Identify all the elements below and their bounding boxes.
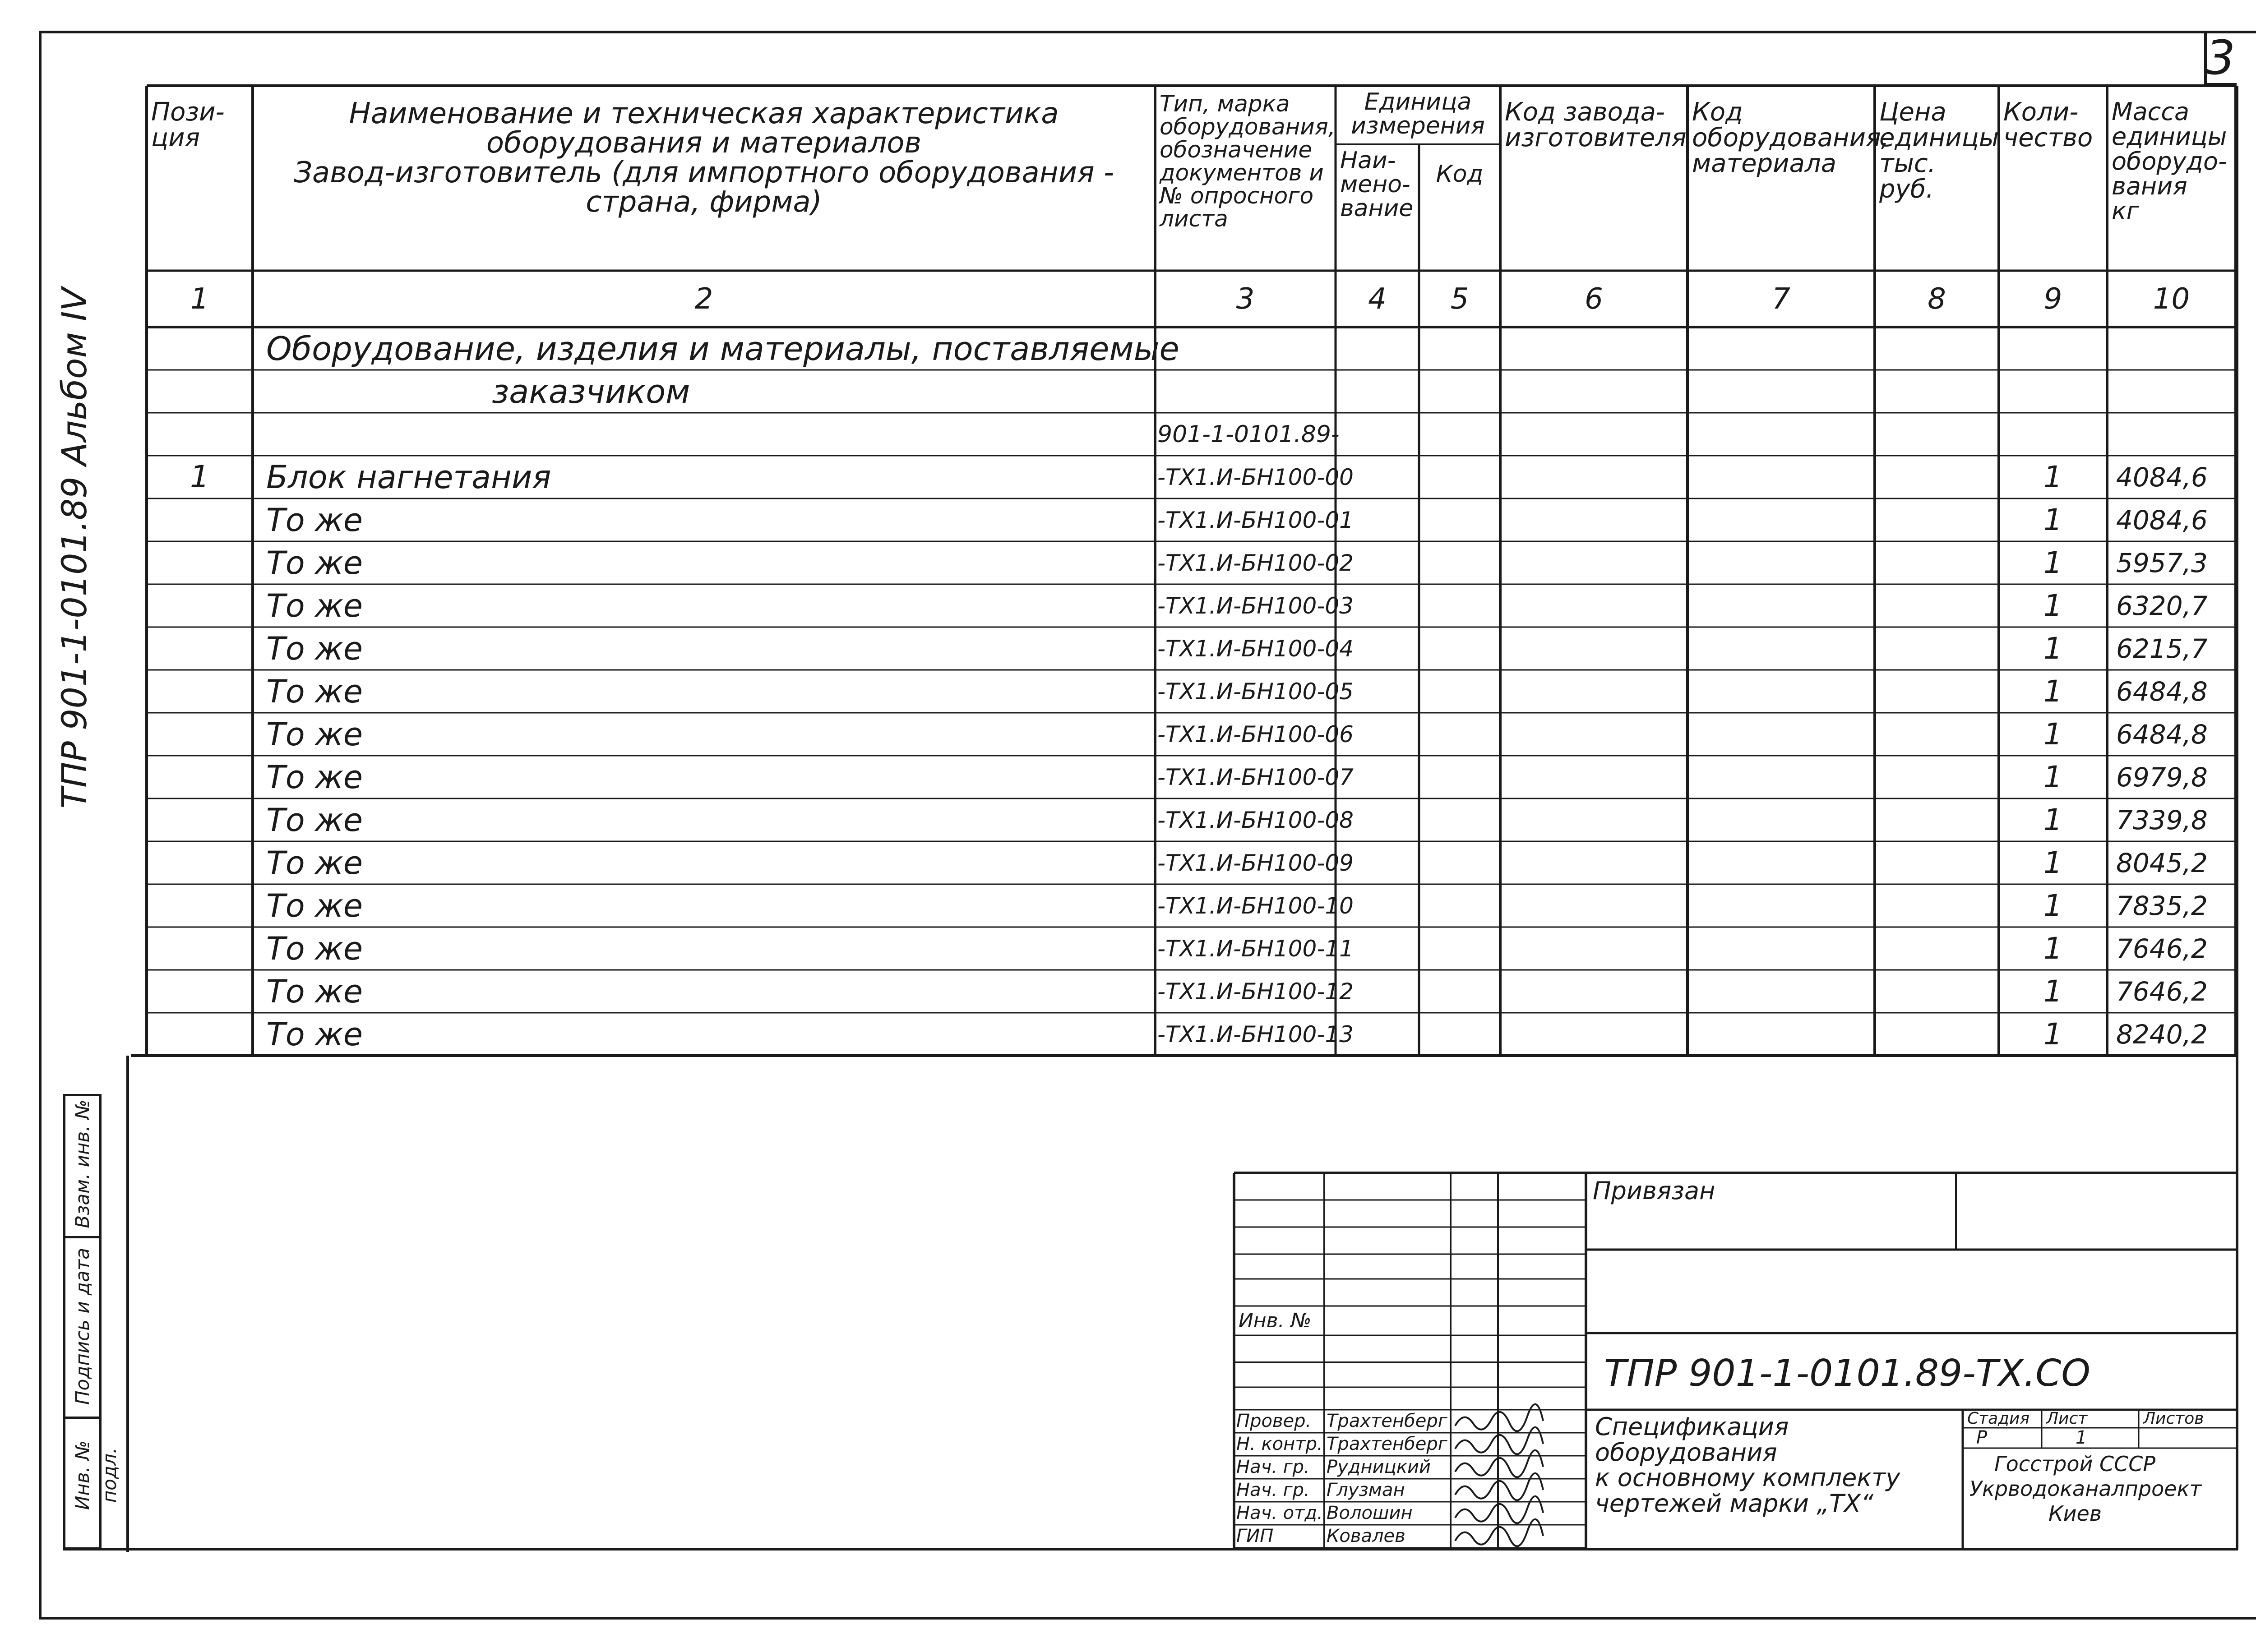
row-mass: 6320,7 xyxy=(2116,590,2208,621)
header-number-col-8: 8 xyxy=(1928,282,1946,316)
row-type: -ТХ1.И-БН100-08 xyxy=(1157,807,1354,833)
header-unit-group-title: Единица измерения xyxy=(1351,88,1485,140)
row-quantity: 1 xyxy=(2043,674,2062,709)
signer-name: Трахтенберг xyxy=(1327,1434,1447,1454)
sheet-value: 1 xyxy=(2076,1427,2087,1448)
header-title-col-1: Пози- ция xyxy=(151,97,225,153)
row-type: -ТХ1.И-БН100-10 xyxy=(1157,892,1354,919)
side-stamp-label-sign: Подпись и дата xyxy=(71,1248,93,1405)
row-name: То же xyxy=(266,501,363,539)
row-quantity: 1 xyxy=(2043,760,2062,794)
header-number-col-4: 4 xyxy=(1368,282,1387,316)
header-number-col-9: 9 xyxy=(2043,282,2062,316)
header-title-col-4: Наи- мено- вание xyxy=(1340,147,1414,222)
row-mass: 7835,2 xyxy=(2116,890,2208,921)
header-title-col-5: Код xyxy=(1436,161,1484,188)
row-quantity: 1 xyxy=(2043,503,2062,537)
signer-role: Нач. гр. xyxy=(1236,1480,1310,1500)
section-title-line2: заказчиком xyxy=(492,372,690,411)
row-type: -ТХ1.И-БН100-06 xyxy=(1157,721,1354,748)
row-mass: 5957,3 xyxy=(2116,547,2208,578)
sheets-label: Листов xyxy=(2143,1409,2204,1428)
signer-role: Нач. гр. xyxy=(1236,1457,1310,1477)
header-number-col-2: 2 xyxy=(694,282,713,316)
organization-line1: Госстрой СССР xyxy=(1994,1452,2156,1476)
row-mass: 6979,8 xyxy=(2116,761,2208,793)
row-quantity: 1 xyxy=(2043,974,2062,1009)
header-title-col-9: Коли- чество xyxy=(2003,97,2093,153)
stage-value: Р xyxy=(1976,1427,1988,1448)
header-number-col-10: 10 xyxy=(2153,282,2190,316)
row-quantity: 1 xyxy=(2043,545,2062,580)
row-type: -ТХ1.И-БН100-11 xyxy=(1157,935,1354,962)
signer-name: Ковалев xyxy=(1327,1526,1405,1546)
row-quantity: 1 xyxy=(2043,588,2062,623)
row-type: -ТХ1.И-БН100-01 xyxy=(1157,507,1354,533)
sheet-label: Лист xyxy=(2046,1409,2088,1428)
row-quantity: 1 xyxy=(2043,460,2062,494)
row-name: То же xyxy=(266,587,363,624)
signature-mark xyxy=(1455,1473,1543,1500)
row-type: -ТХ1.И-БН100-12 xyxy=(1157,978,1354,1005)
header-number-col-6: 6 xyxy=(1585,282,1603,316)
signer-name: Рудницкий xyxy=(1327,1457,1431,1477)
row-name: То же xyxy=(266,544,363,581)
row-name: То же xyxy=(266,673,363,710)
document-code: ТПР 901-1-0101.89-ТХ.СО xyxy=(1604,1352,2090,1395)
section-title-line1: Оборудование, изделия и материалы, поставляемые xyxy=(266,329,1179,368)
signature-mark xyxy=(1455,1450,1543,1477)
header-number-col-5: 5 xyxy=(1450,282,1469,316)
row-name: То же xyxy=(266,1015,363,1053)
row-type: -ТХ1.И-БН100-07 xyxy=(1157,764,1354,790)
signature-mark xyxy=(1455,1519,1543,1546)
header-title-col-10: Масса единицы оборудо- вания кг xyxy=(2112,97,2227,226)
side-stamp-label-inv: Инв. № подл. xyxy=(71,1440,120,1510)
organization-line2: Укрводоканалпроект xyxy=(1969,1477,2202,1501)
row-mass: 7646,2 xyxy=(2116,933,2208,964)
header-title-col-3: Тип, марка оборудования, обозначение документов и № опросного листа xyxy=(1160,91,1336,232)
signer-name: Глузман xyxy=(1327,1480,1405,1500)
signer-role: Нач. отд. xyxy=(1236,1503,1323,1523)
row-quantity: 1 xyxy=(2043,1017,2062,1052)
row-mass: 4084,6 xyxy=(2116,461,2208,493)
row-type: -ТХ1.И-БН100-03 xyxy=(1157,592,1354,619)
header-number-col-1: 1 xyxy=(190,282,209,316)
row-type: -ТХ1.И-БН100-09 xyxy=(1157,849,1354,876)
inv-label: Инв. № xyxy=(1239,1309,1312,1332)
row-name: То же xyxy=(266,887,363,924)
row-quantity: 1 xyxy=(2043,803,2062,837)
row-type: -ТХ1.И-БН100-05 xyxy=(1157,678,1354,705)
row-quantity: 1 xyxy=(2043,888,2062,923)
document-title: Спецификация оборудования к основному комплекту чертежей марки „ТХ“ xyxy=(1595,1412,1900,1518)
row-name: То же xyxy=(266,630,363,667)
row-mass: 6215,7 xyxy=(2116,633,2208,664)
header-title-col-2: Наименование и техническая характеристика оборудования и материалов Завод-изготовитель (для импортного оборудования - страна, фирма) xyxy=(293,97,1114,219)
row-name: Блок нагнетания xyxy=(266,458,551,496)
signer-name: Трахтенберг xyxy=(1327,1411,1447,1431)
row-mass: 6484,8 xyxy=(2116,719,2208,750)
row-quantity: 1 xyxy=(2043,631,2062,666)
row-mass: 6484,8 xyxy=(2116,676,2208,707)
signer-role: ГИП xyxy=(1236,1526,1274,1546)
row-name: То же xyxy=(266,758,363,796)
header-number-col-3: 3 xyxy=(1236,282,1255,316)
row-type: -ТХ1.И-БН100-02 xyxy=(1157,549,1354,576)
row-name: То же xyxy=(266,715,363,753)
header-title-col-8: Цена единицы тыс. руб. xyxy=(1879,97,1999,204)
header-number-col-7: 7 xyxy=(1772,282,1790,316)
doc-code-prefix: 901-1-0101.89- xyxy=(1157,420,1340,448)
side-album-code: ТПР 901-1-0101.89 Альбом IV xyxy=(54,287,94,809)
signature-mark xyxy=(1455,1427,1543,1454)
row-type: -ТХ1.И-БН100-13 xyxy=(1157,1021,1354,1047)
privyazan-label: Привязан xyxy=(1593,1177,1715,1205)
organization-line3: Киев xyxy=(2048,1501,2102,1526)
header-title-col-7: Код оборудования, материала xyxy=(1692,97,1889,179)
row-quantity: 1 xyxy=(2043,717,2062,752)
row-name: То же xyxy=(266,801,363,839)
header-title-col-6: Код завода- изготовителя xyxy=(1505,97,1687,153)
row-name: То же xyxy=(266,973,363,1010)
row-position: 1 xyxy=(190,459,210,495)
row-type: -ТХ1.И-БН100-04 xyxy=(1157,635,1354,662)
row-name: То же xyxy=(266,930,363,967)
row-mass: 4084,6 xyxy=(2116,504,2208,535)
row-quantity: 1 xyxy=(2043,931,2062,966)
signer-role: Н. контр. xyxy=(1236,1434,1323,1454)
signature-mark xyxy=(1455,1496,1543,1523)
row-type: -ТХ1.И-БН100-00 xyxy=(1157,464,1354,490)
stage-label: Стадия xyxy=(1967,1409,2030,1428)
row-mass: 8240,2 xyxy=(2116,1019,2208,1050)
row-name: То же xyxy=(266,844,363,881)
row-mass: 8045,2 xyxy=(2116,847,2208,878)
page-number: 3 xyxy=(2205,30,2236,85)
row-mass: 7646,2 xyxy=(2116,976,2208,1007)
row-mass: 7339,8 xyxy=(2116,804,2208,835)
signer-name: Волошин xyxy=(1327,1503,1413,1523)
side-stamp-label-vzam: Взам. инв. № xyxy=(71,1099,93,1228)
signature-mark xyxy=(1455,1404,1543,1431)
row-quantity: 1 xyxy=(2043,845,2062,880)
signer-role: Провер. xyxy=(1236,1411,1312,1431)
